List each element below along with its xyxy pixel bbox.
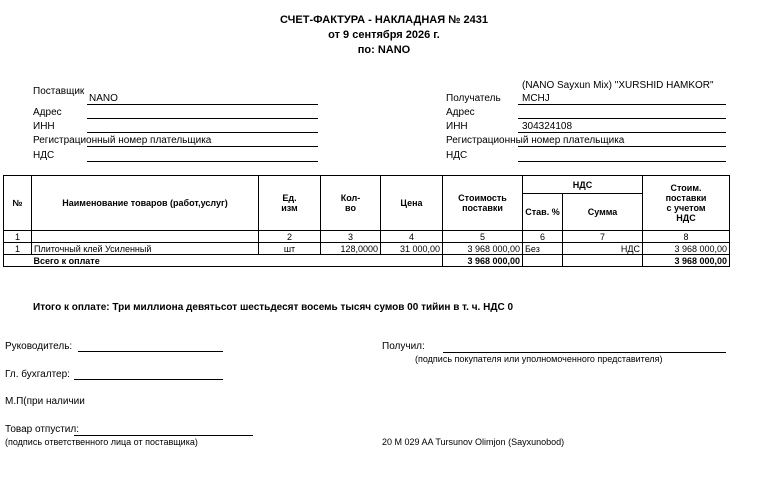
col-vat-sum-header: Сумма: [563, 194, 643, 231]
released-label: Товар отпустил:: [5, 424, 79, 435]
col-cost-header: [443, 176, 523, 231]
row-total: 3 968 000,00: [643, 243, 730, 255]
row-no: 1: [4, 243, 32, 255]
supplier-address-label: Адрес: [33, 107, 62, 118]
col-unit-header-1: Ед.: [282, 193, 297, 203]
col-qty-header-2: во: [345, 203, 356, 213]
recipient-nds-line: [518, 161, 726, 162]
row-unit: шт: [259, 243, 321, 255]
released-signature-line: [74, 435, 253, 436]
recipient-inn-line: [518, 132, 726, 133]
table-row: [4, 243, 730, 255]
stamp-label: М.П(при наличии: [5, 396, 85, 407]
row-cost: 3 968 000,00: [443, 243, 523, 255]
recipient-inn-label: ИНН: [446, 121, 468, 132]
colnum-1b: [32, 231, 259, 243]
col-total-header-3: с учетом: [666, 203, 706, 213]
colnum-1: 1: [4, 231, 32, 243]
recipient-nds-label: НДС: [446, 150, 468, 161]
total-vat-rate: [523, 255, 563, 267]
total-vat-sum: [563, 255, 643, 267]
col-total-header: [643, 176, 730, 231]
recipient-line: [518, 104, 726, 105]
col-cost-header-1: Стоимость: [458, 193, 507, 203]
supplier-label: Поставщик: [33, 86, 85, 97]
colnum-6: 6: [523, 231, 563, 243]
document-contract: по: NANO: [357, 44, 411, 56]
received-signature-line: [443, 352, 726, 353]
recipient-address-line: [518, 118, 726, 119]
recipient-address-label: Адрес: [446, 107, 475, 118]
supplier-address-line: [87, 118, 318, 119]
col-unit-header: [259, 176, 321, 231]
col-qty-header-1: Кол-: [340, 193, 361, 203]
released-note: (подпись ответственного лица от поставщика): [5, 437, 198, 447]
received-label: Получил:: [382, 341, 425, 352]
supplier-inn-label: ИНН: [33, 121, 55, 132]
col-vat-header: НДС: [523, 176, 643, 194]
supplier-inn-line: [87, 132, 318, 133]
total-row: [4, 255, 730, 267]
col-total-header-4: НДС: [676, 213, 696, 223]
colnum-3: 3: [321, 231, 381, 243]
column-numbers-row: [4, 231, 730, 243]
colnum-7: 7: [563, 231, 643, 243]
amount-in-words: Итого к оплате: Три миллиона девятьсот шестьдесят восемь тысяч сумов 00 тийин в т. ч. НДС 0: [33, 302, 514, 313]
supplier-nds-label: НДС: [33, 150, 55, 161]
director-label: Руководитель:: [5, 341, 73, 352]
row-qty: 128,0000: [321, 243, 381, 255]
colnum-8: 8: [643, 231, 730, 243]
colnum-5: 5: [443, 231, 523, 243]
proxy-person: 20 M 029 AA Tursunov Olimjon (Sayxunobod): [382, 437, 565, 447]
document-title: СЧЕТ-ФАКТУРА - НАКЛАДНАЯ № 2431: [280, 14, 488, 26]
col-total-header-2: поставки: [665, 193, 707, 203]
colnum-2: 2: [259, 231, 321, 243]
col-no-header: №: [4, 176, 32, 231]
total-row-spacer: [4, 255, 32, 267]
row-vat-sum: НДС: [563, 243, 643, 255]
col-qty-header: [321, 176, 381, 231]
row-vat-rate: Без: [523, 243, 563, 255]
col-cost-header-2: поставки: [462, 203, 503, 213]
col-unit-header-2: изм: [281, 203, 298, 213]
recipient-label: Получатель: [446, 93, 501, 104]
total-cost: 3 968 000,00: [443, 255, 523, 267]
document-date: от 9 сентября 2026 г.: [328, 29, 440, 41]
supplier-line: [87, 104, 318, 105]
total-label: Всего к оплате: [32, 255, 443, 267]
colnum-4: 4: [381, 231, 443, 243]
row-price: 31 000,00: [381, 243, 443, 255]
col-price-header: Цена: [381, 176, 443, 231]
accountant-label: Гл. бухгалтер:: [5, 369, 70, 380]
supplier-reg-line: [87, 146, 318, 147]
recipient-inn-value: 304324108: [522, 121, 573, 132]
table-header-row-1: [4, 176, 730, 194]
recipient-name-line1: (NANO Sayxun Mix) "XURSHID HAMKOR": [522, 80, 714, 91]
supplier-reg-label: Регистрационный номер плательщика: [33, 135, 212, 146]
recipient-reg-label: Регистрационный номер плательщика: [446, 135, 625, 146]
col-vat-rate-header: Став. %: [523, 194, 563, 231]
accountant-signature-line: [74, 379, 223, 380]
supplier-value: NANO: [89, 93, 118, 104]
col-total-header-1: Стоим.: [670, 183, 702, 193]
received-note: (подпись покупателя или уполномоченного представителя): [415, 354, 663, 364]
director-signature-line: [78, 351, 223, 352]
recipient-name-line2: MCHJ: [522, 93, 550, 104]
supplier-nds-line: [87, 161, 318, 162]
col-name-header: Наименование товаров (работ,услуг): [32, 176, 259, 231]
goods-table: [3, 175, 730, 267]
row-name: Плиточный клей Усиленный: [32, 243, 259, 255]
total-with-vat: 3 968 000,00: [643, 255, 730, 267]
recipient-reg-line: [518, 146, 726, 147]
